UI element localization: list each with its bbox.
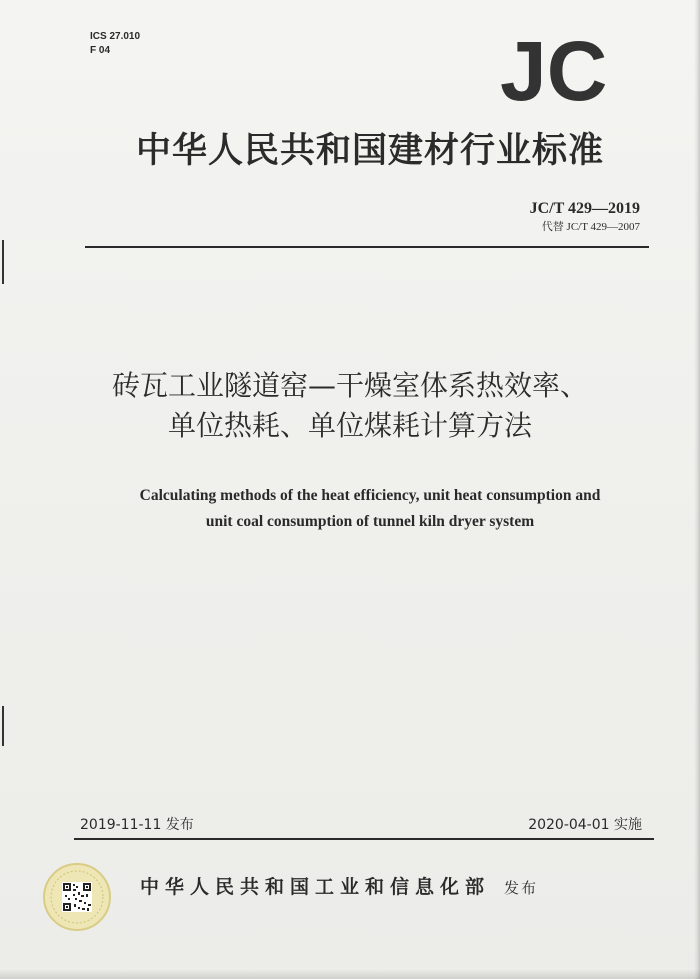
standard-number-block [530, 199, 640, 235]
ics-code: ICS 27.010 [90, 31, 141, 42]
chinese-title-line-2: 单位热耗、单位煤耗计算方法 [167, 409, 532, 442]
standard-number: JC/T 429—2019 [529, 200, 640, 217]
jc-logo: JC [500, 24, 608, 118]
qr-anti-counterfeit-seal [42, 862, 112, 932]
english-title-line-1: Calculating methods of the heat efficiency, unit heat consumption and [139, 487, 601, 504]
ccs-code: F 04 [90, 45, 111, 56]
chinese-title [40, 366, 660, 446]
english-title-line-2: unit coal consumption of tunnel kiln dryer system [205, 513, 535, 530]
issuer-organization: 中华人民共和国工业和信息化部 [140, 876, 491, 898]
header-divider [85, 246, 649, 248]
scan-binding-mark [2, 706, 4, 746]
issue-date: 2019-11-11 发布 [80, 817, 194, 833]
english-title [40, 483, 700, 535]
scan-binding-mark [2, 240, 4, 284]
scan-edge-shadow [0, 969, 700, 979]
issuing-authority [140, 872, 538, 899]
implementation-date: 2020-04-01 实施 [528, 817, 642, 833]
chinese-title-line-1: 砖瓦工业隧道窑—干燥室体系热效率、 [111, 369, 588, 402]
issuer-action: 发布 [504, 879, 539, 897]
footer-divider [74, 838, 654, 840]
classification-codes [90, 30, 140, 58]
replaces-standard: 代替 JC/T 429—2007 [541, 221, 640, 233]
standard-category-title: 中华人民共和国建材行业标准 [135, 131, 604, 171]
